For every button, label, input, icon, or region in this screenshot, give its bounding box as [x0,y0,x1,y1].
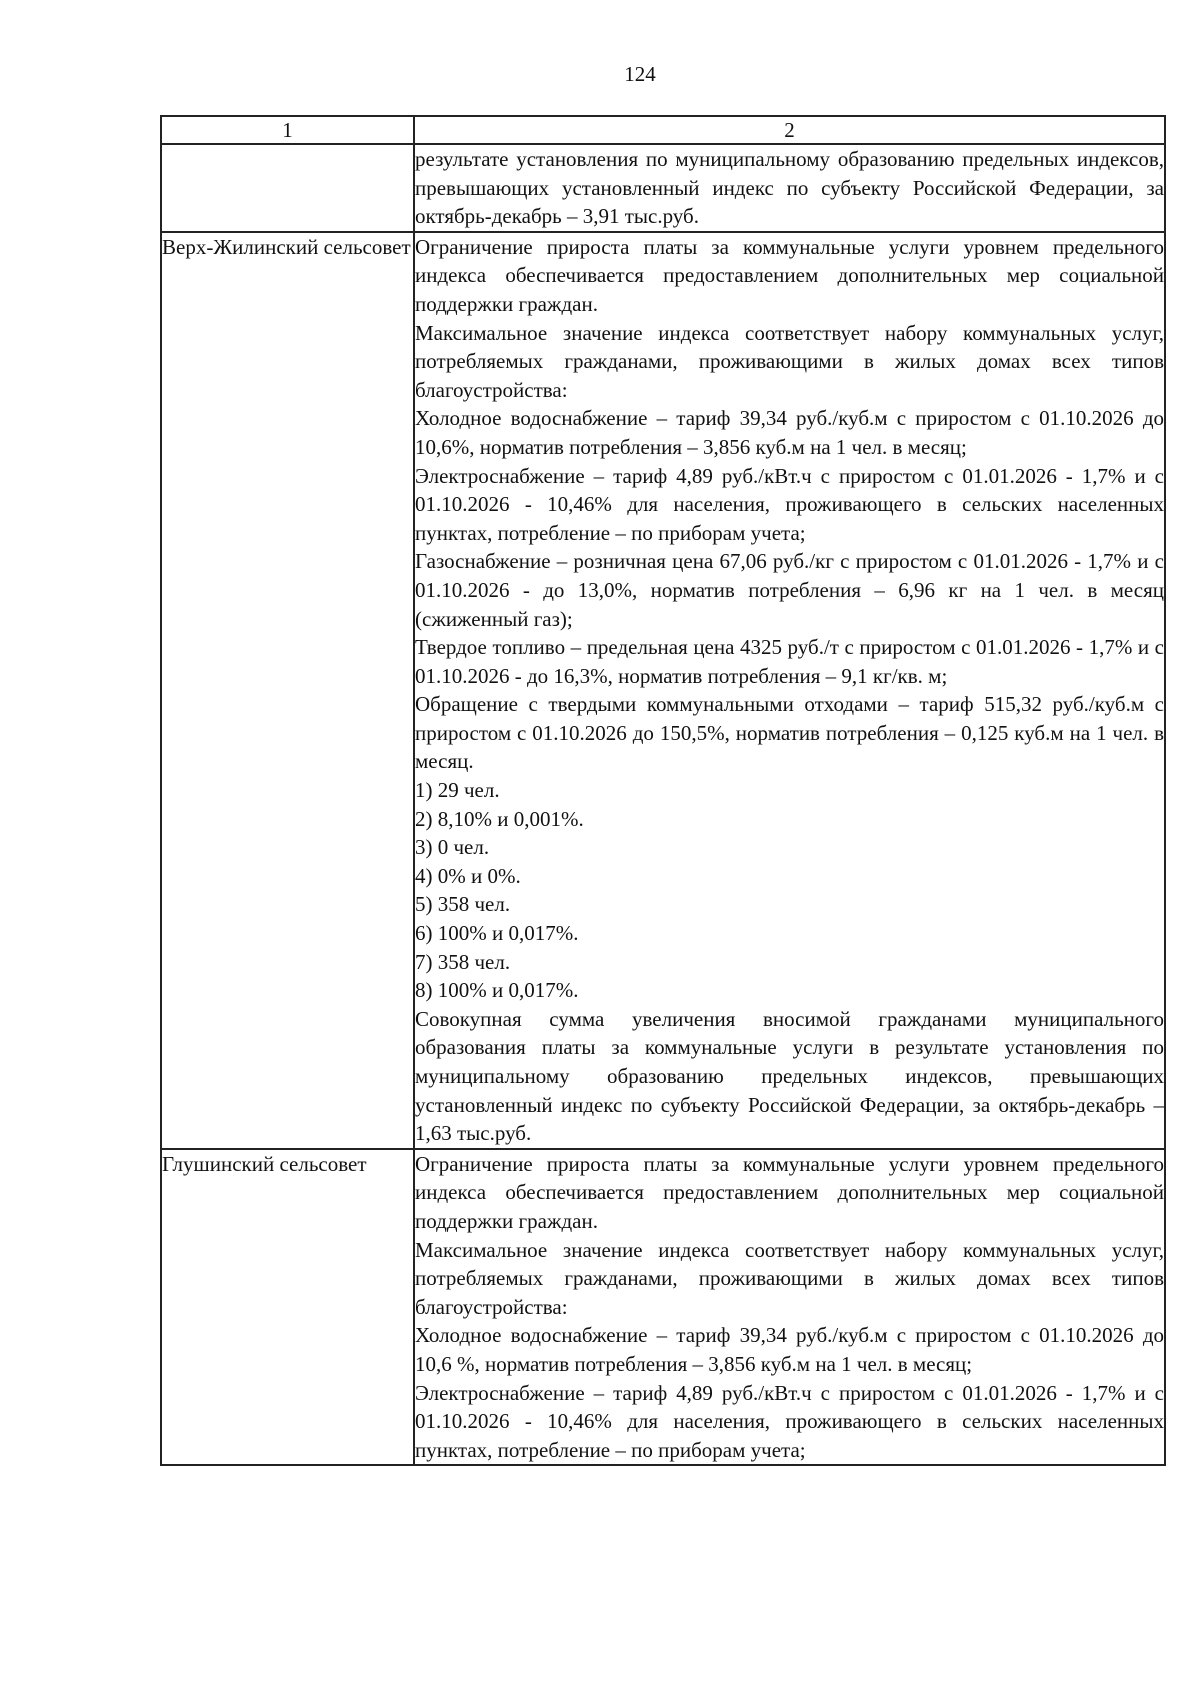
municipality-name: Верх-Жилинский сельсовет [161,232,414,1149]
description-cell [414,1149,1165,1466]
numbered-item: 2) 8,10% и 0,001%. [415,806,584,831]
description-paragraph: Ограничение прироста платы за коммунальные услуги уровнем предельного индекса обеспечивается предоставлением дополнительных мер социальной поддержки граждан. [415,234,1164,316]
description-paragraph: Обращение с твердыми коммунальными отходами – тариф 515,32 руб./куб.м с приростом с 01.10.2026 до 150,5%, норматив потребления – 0,125 куб.м на 1 чел. в месяц. [415,692,1164,774]
description-paragraph: Холодное водоснабжение – тариф 39,34 руб./куб.м с приростом с 01.10.2026 до 10,6 %, норматив потребления – 3,856 куб.м на 1 чел. в месяц; [415,1323,1164,1376]
numbered-item: 3) 0 чел. [415,835,490,860]
table-row [161,1149,1165,1466]
municipality-table [160,115,1166,1466]
header-row [161,116,1165,144]
table-row [161,144,1165,232]
description-paragraph: Холодное водоснабжение – тариф 39,34 руб./куб.м с приростом с 01.10.2026 до 10,6%, норматив потребления – 3,856 куб.м на 1 чел. в месяц; [415,406,1164,459]
numbered-item: 1) 29 чел. [415,778,500,803]
description-paragraph: Максимальное значение индекса соответствует набору коммунальных услуг, потребляемых гражданами, проживающими в жилых домах всех типов благоустройства: [415,320,1164,402]
description-cell [414,232,1165,1149]
description-paragraph: Газоснабжение – розничная цена 67,06 руб./кг с приростом с 01.01.2026 - 1,7% и с 01.10.2026 - до 13,0%, норматив потребления – 6,96 кг на 1 чел. в месяц (сжиженный газ); [415,549,1164,631]
description-paragraph: Электроснабжение – тариф 4,89 руб./кВт.ч с приростом с 01.01.2026 - 1,7% и с 01.10.2026 - 10,46% для населения, проживающего в сельских населенных пунктах, потребление – по приборам учета; [415,1380,1164,1462]
description-paragraph: результате установления по муниципальному образованию предельных индексов, превышающих установленный индекс по субъекту Российской Федерации, за октябрь-декабрь – 3,91 тыс.руб. [415,147,1164,229]
numbered-item: 5) 358 чел. [415,892,511,917]
numbered-item: 7) 358 чел. [415,949,511,974]
numbered-item: 8) 100% и 0,017%. [415,978,579,1003]
table-row [161,232,1165,1149]
description-cell [414,144,1165,232]
total-sum-paragraph: Совокупная сумма увеличения вносимой гражданами муниципального образования платы за коммунальные услуги в результате установления по муниципальному образованию предельных индексов, превышающих установленный индекс по субъекту Российской Федерации, за октябрь-декабрь – 1,63 тыс.руб. [415,1006,1164,1146]
municipality-name [161,144,414,232]
numbered-item: 6) 100% и 0,017%. [415,921,579,946]
table-body [161,116,1165,1465]
numbered-item: 4) 0% и 0%. [415,863,521,888]
description-paragraph: Электроснабжение – тариф 4,89 руб./кВт.ч с приростом с 01.01.2026 - 1,7% и с 01.10.2026 - 10,46% для населения, проживающего в сельских населенных пунктах, потребление – по приборам учета; [415,463,1164,545]
description-paragraph: Максимальное значение индекса соответствует набору коммунальных услуг, потребляемых гражданами, проживающими в жилых домах всех типов благоустройства: [415,1237,1164,1319]
column-header-1: 1 [161,116,414,144]
column-header-2: 2 [414,116,1165,144]
page-number: 124 [624,62,656,86]
municipality-name: Глушинский сельсовет [161,1149,414,1466]
description-paragraph: Твердое топливо – предельная цена 4325 руб./т с приростом с 01.01.2026 - 1,7% и с 01.10.2026 - до 16,3%, норматив потребления – 9,1 кг/кв. м; [415,635,1164,688]
description-paragraph: Ограничение прироста платы за коммунальные услуги уровнем предельного индекса обеспечивается предоставлением дополнительных мер социальной поддержки граждан. [415,1151,1164,1233]
